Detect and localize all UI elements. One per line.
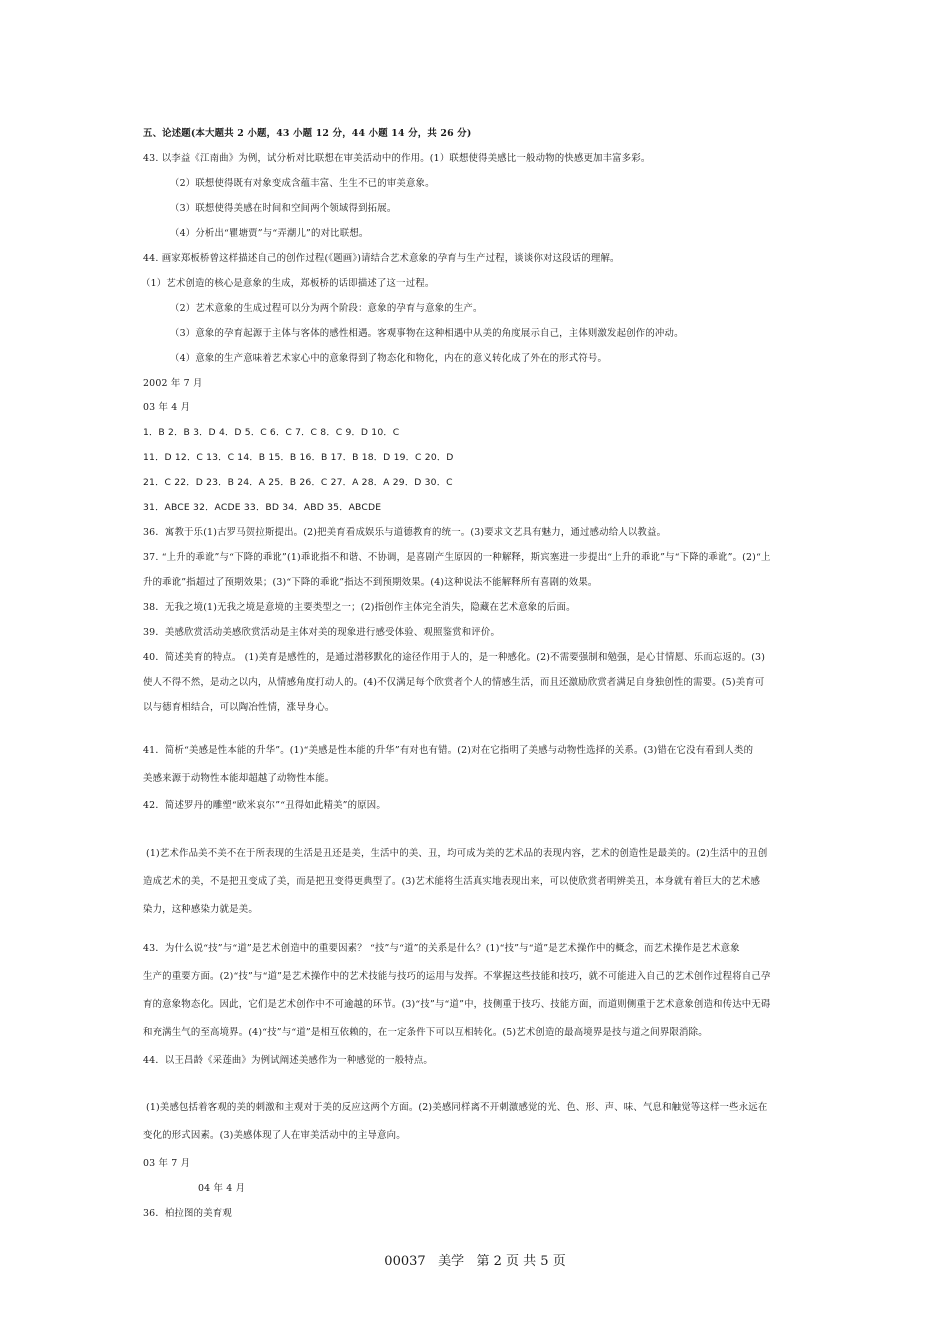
question-44-line: 44. 画家郑板桥曾这样描述自己的创作过程(《题画》)请结合艺术意象的孕育与生产过程，谈谈你对这段话的理解。: [143, 253, 620, 264]
answer-key-row: 1．B 2．B 3．D 4．D 5．C 6．C 7．C 8．C 9．D 10．C: [143, 427, 400, 438]
answer-43-line: 育的意象物态化。因此，它们是艺术创作中不可逾越的环节。(3)“技”与“道”中，技侧重于技巧、技能方面，而道则侧重于艺术意象创造和传达中无碍: [143, 999, 771, 1010]
answer-36-line: 36．寓教于乐(1)古罗马贺拉斯提出。(2)把美育看成娱乐与道德教育的统一。(3)要求文艺具有魅力，通过感动给人以教益。: [143, 527, 667, 538]
answer-39-line: 39．美感欣赏活动美感欣赏活动是主体对美的现象进行感受体验、观照鉴赏和评价。: [143, 627, 501, 638]
page-number: 第 2 页 共 5 页: [476, 1254, 566, 1269]
date-heading: 04 年 4 月: [198, 1183, 246, 1194]
answer-key-row: 11．D 12．C 13．C 14．B 15．B 16．B 17．B 18．D 19．C 20．D: [143, 452, 454, 463]
course-code: 00037: [384, 1254, 426, 1269]
answer-37-line: 升的乖讹”指超过了预期效果；(3)“下降的乖讹”指达不到预期效果。(4)这种说法不能解释所有喜剧的效果。: [143, 577, 598, 588]
date-heading: 03 年 7 月: [143, 1158, 191, 1169]
answer-42-line: (1)艺术作品美不美不在于所表现的生活是丑还是美，生活中的美、丑，均可成为美的艺术品的表现内容，艺术的创造性是最美的。(2)生活中的丑创: [146, 848, 768, 859]
section-heading: 五、论述题(本大题共 2 小题，43 小题 12 分，44 小题 14 分，共 26 分): [143, 128, 472, 139]
date-heading: 2002 年 7 月: [143, 378, 203, 389]
answer-line: （3）意象的孕育起源于主体与客体的感性相遇。客观事物在这种相遇中从美的角度展示自己，主体则激发起创作的冲动。: [170, 328, 684, 339]
answer-44-line: 变化的形式因素。(3)美感体现了人在审美活动中的主导意向。: [143, 1130, 406, 1141]
answer-38-line: 38．无我之境(1)无我之境是意境的主要类型之一；(2)指创作主体完全消失，隐藏在艺术意象的后面。: [143, 602, 576, 613]
answer-line: （2）艺术意象的生成过程可以分为两个阶段：意象的孕育与意象的生产。: [170, 303, 483, 314]
answer-44-line: 44．以王昌龄《采莲曲》为例试阐述美感作为一种感觉的一般特点。: [143, 1055, 434, 1066]
answer-36-line: 36．柏拉图的美育观: [143, 1208, 232, 1219]
page-footer: [0, 1250, 950, 1269]
answer-line: （2）联想使得既有对象变成含蕴丰富、生生不已的审美意象。: [170, 178, 435, 189]
answer-37-line: 37. “上升的乖讹”与“下降的乖讹”(1)乖讹指不和谐、不协调，是喜剧产生原因的一种解释，斯宾塞进一步提出“上升的乖讹”与“下降的乖讹”。(2)“上: [143, 552, 771, 563]
answer-40-line: 使人不得不然，是动之以内，从情感角度打动人的。(4)不仅满足每个欣赏者个人的情感生活，而且还激励欣赏者满足自身独创性的需要。(5)美育可: [143, 677, 765, 688]
subject-name: 美学: [438, 1254, 465, 1269]
answer-line: （4）意象的生产意味着艺术家心中的意象得到了物态化和物化，内在的意义转化成了外在的形式符号。: [170, 353, 608, 364]
answer-42-line: 42．简述罗丹的雕塑“欧米哀尔”“丑得如此精美”的原因。: [143, 800, 386, 811]
answer-42-line: 染力，这种感染力就是美。: [143, 904, 258, 915]
answer-43-line: 和充满生气的至高境界。(4)“技”与“道”是相互依赖的，在一定条件下可以互相转化。(5)艺术创造的最高境界是技与道之间界限消除。: [143, 1027, 708, 1038]
date-heading: 03 年 4 月: [143, 402, 191, 413]
answer-line: （1）艺术创造的核心是意象的生成，郑板桥的话即描述了这一过程。: [141, 278, 435, 289]
answer-41-line: 41．简析“美感是性本能的升华”。(1)“美感是性本能的升华”有对也有错。(2)对在它指明了美感与动物性选择的关系。(3)错在它没有看到人类的: [143, 745, 754, 756]
answer-43-line: 43．为什么说“技”与“道”是艺术创造中的重要因素？ “技”与“道”的关系是什么？(1)“技”与“道”是艺术操作中的概念，而艺术操作是艺术意象: [143, 943, 740, 954]
answer-41-line: 美感来源于动物性本能却超越了动物性本能。: [143, 773, 335, 784]
answer-key-row: 21．C 22．D 23．B 24．A 25．B 26．C 27．A 28．A 29．D 30．C: [143, 477, 453, 488]
answer-40-line: 40．简述美育的特点。 (1)美育是感性的，是通过潜移默化的途径作用于人的，是一种感化。(2)不需要强制和勉强，是心甘情愿、乐而忘返的。(3): [143, 652, 766, 663]
answer-key-row: 31．ABCE 32．ACDE 33．BD 34．ABD 35．ABCDE: [143, 502, 382, 513]
answer-line: （4）分析出“瞿塘贾”与“弄潮儿”的对比联想。: [170, 228, 369, 239]
answer-44-line: (1)美感包括着客观的美的刺激和主观对于美的反应这两个方面。(2)美感同样离不开刺激感觉的光、色、形、声、味、气息和触觉等这样一些永远在: [146, 1102, 768, 1113]
answer-43-line: 生产的重要方面。(2)“技”与“道”是艺术操作中的艺术技能与技巧的运用与发挥。不掌握这些技能和技巧，就不可能进入自己的艺术创作过程将自己孕: [143, 971, 771, 982]
answer-40-line: 以与德育相结合，可以陶冶性情，涨导身心。: [143, 702, 335, 713]
answer-42-line: 造成艺术的美，不是把丑变成了美，而是把丑变得更典型了。(3)艺术能将生活真实地表现出来，可以使欣赏者明辨美丑，本身就有着巨大的艺术感: [143, 876, 761, 887]
answer-line: （3）联想使得美感在时间和空间两个领域得到拓展。: [170, 203, 397, 214]
question-43-line: 43. 以李益《江南曲》为例，试分析对比联想在审美活动中的作用。(1）联想使得美感比一般动物的快感更加丰富多彩。: [143, 153, 651, 164]
